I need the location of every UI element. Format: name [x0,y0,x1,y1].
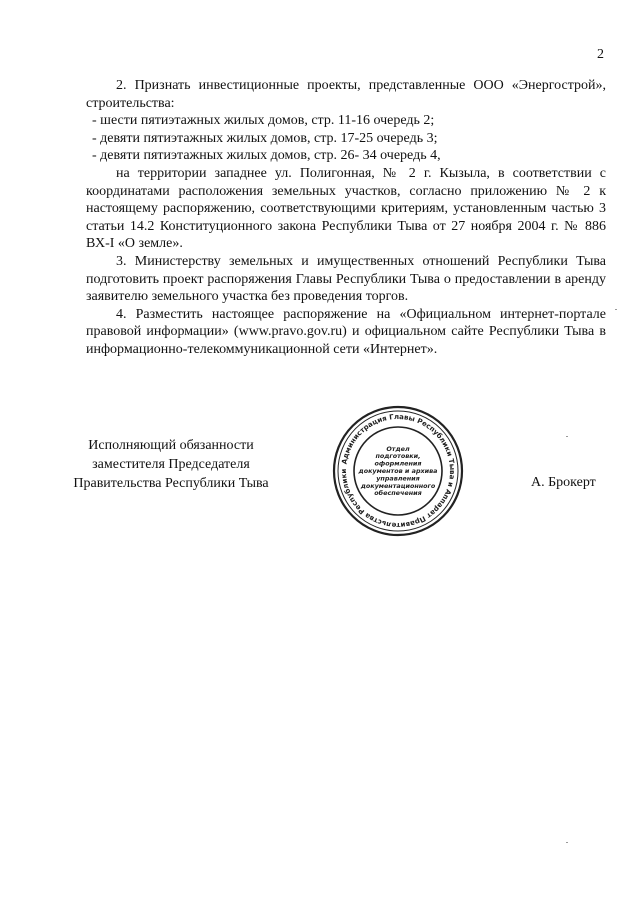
stamp-center-line: подготовки, [375,452,421,461]
paragraph-4: 4. Разместить настоящее распоряжение на «Официальном интернет-портале правовой информации» (www.pravo.gov.ru) и официальном сайте Республики Тыва в информационно-телекоммуникационной сети «Интернет». [86,306,606,357]
stamp-ring-text: Администрация Главы Республики Тыва и Аппарат Правительства Республики [339,412,457,530]
stamp-center-line: оформления [374,459,422,468]
official-stamp [330,403,466,539]
stamp-center-line: Отдел [386,444,410,453]
paragraph-2-body: на территории западнее ул. Полигонная, № 2 г. Кызыла, в соответствии с координатами расположения земельных участков, согласно приложению № 2 к настоящему распоряжению, соответствующими критериям, установленным частью 3 статьи 14.2 Конституционного закона Республики Тыва от 27 ноября 2004 г. № 886 ВХ-I «О земле». [86,165,606,252]
signatory-title [56,436,286,493]
document-body [86,77,606,359]
signatory-title-line: заместителя Председателя [92,457,250,472]
stamp-seal-icon [330,403,466,539]
list-item: - шести пятиэтажных жилых домов, стр. 11-16 очередь 2; [92,113,435,129]
stamp-center-line: управления [376,474,420,483]
scan-speck [615,309,617,310]
signatory-title-line: Исполняющий обязанности [88,438,254,453]
stamp-center-line: документационного [360,481,436,490]
page-number: 2 [597,47,604,62]
list-item: - девяти пятиэтажных жилых домов, стр. 26- 34 очередь 4, [92,148,441,164]
signatory-name: А. Брокерт [531,475,596,490]
signatory-title-line: Правительства Республики Тыва [73,476,269,491]
stamp-center-line: документов и архива [358,467,438,475]
list-item: - девяти пятиэтажных жилых домов, стр. 17-25 очередь 3; [92,130,438,146]
stamp-center-line: обеспечения [374,489,422,498]
paragraph-3: 3. Министерству земельных и имущественных отношений Республики Тыва подготовить проект распоряжения Главы Республики Тыва о предоставлении в аренду заявителю земельного участка без проведения торгов. [86,253,606,305]
scan-speck [566,436,568,437]
paragraph-2-intro: 2. Признать инвестиционные проекты, представленные ООО «Энергострой», строительства: [86,78,606,111]
scan-speck [566,842,568,843]
